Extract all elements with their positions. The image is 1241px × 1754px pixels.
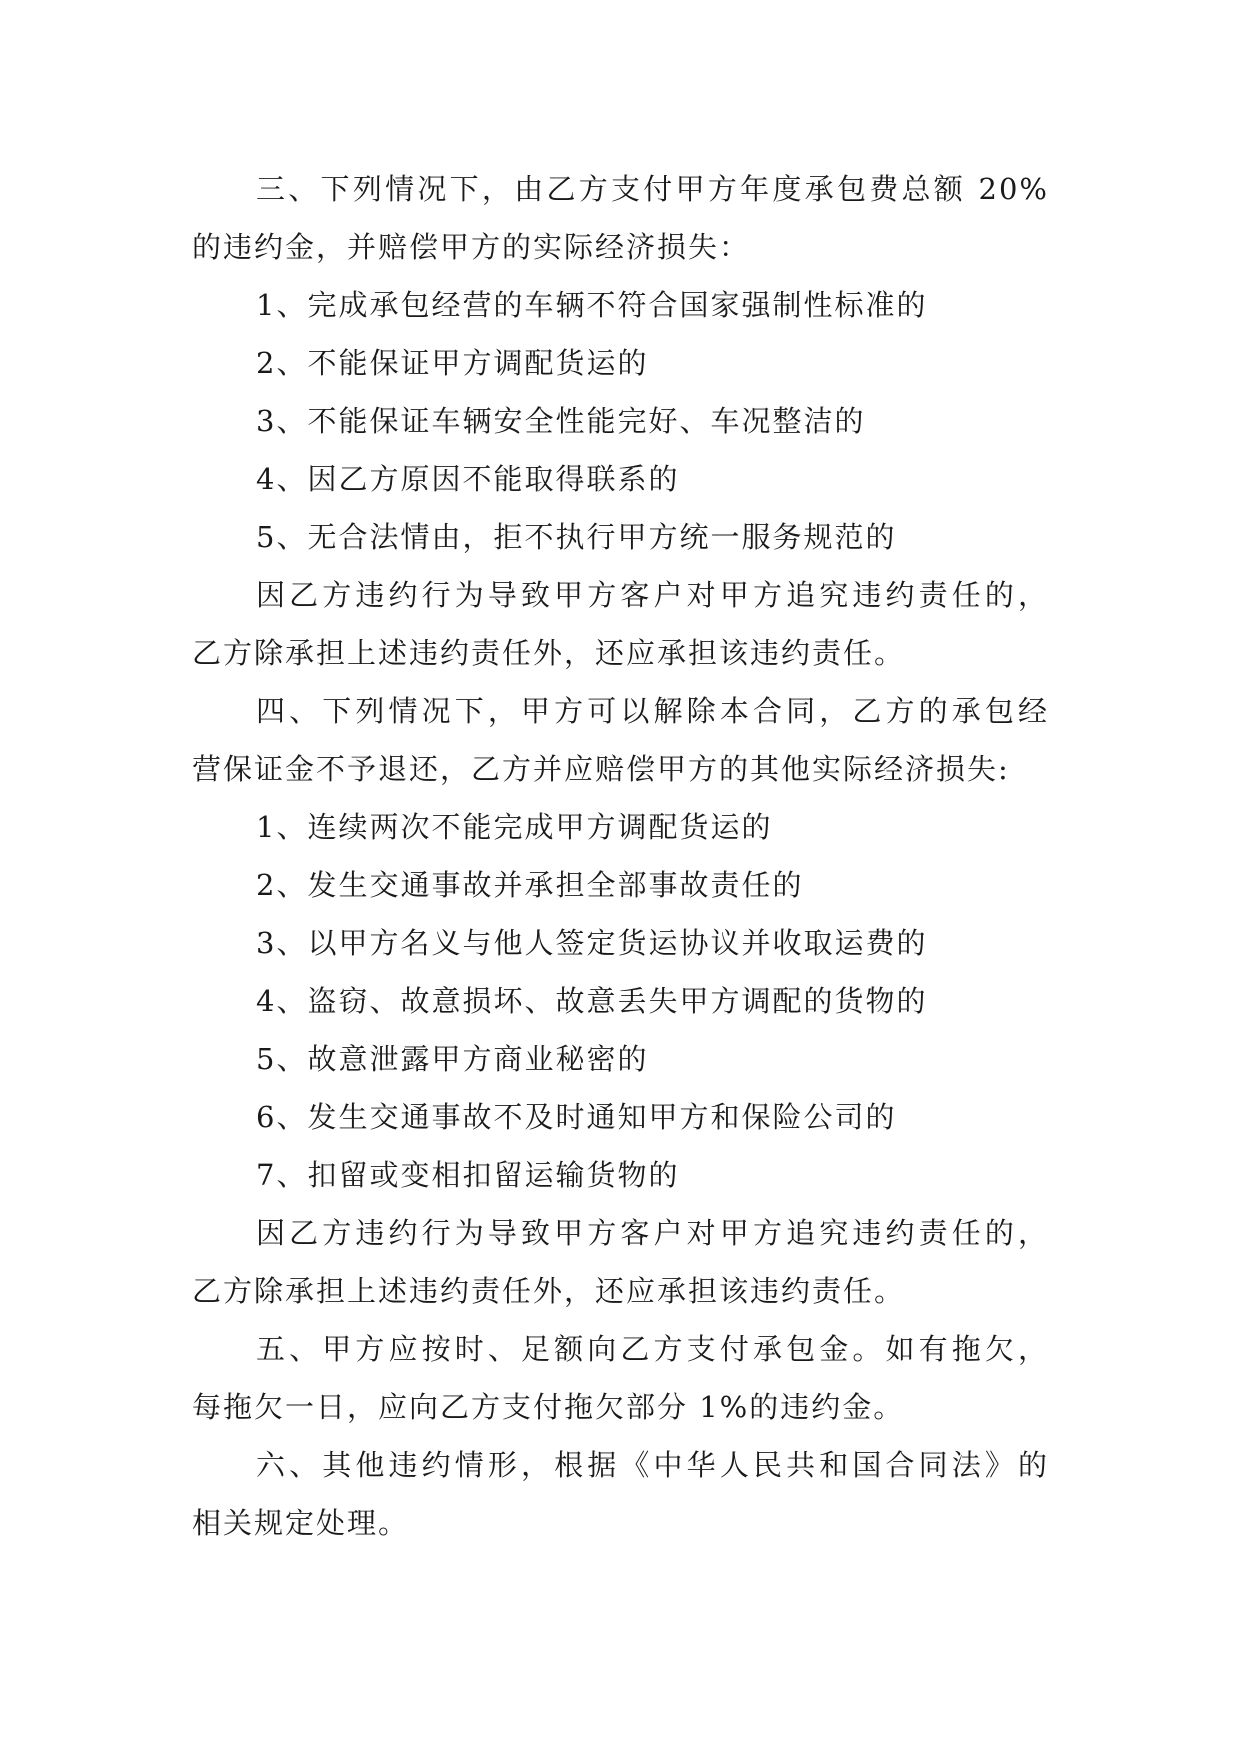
text-line: 相关规定处理。 [192, 1506, 410, 1540]
text-line: 5、故意泄露甲方商业秘密的 [256, 1042, 649, 1076]
contract-body [192, 160, 1049, 1552]
text-line: 乙方除承担上述违约责任外，还应承担该违约责任。 [192, 636, 906, 670]
text-line: 因乙方违约行为导致甲方客户对甲方追究违约责任的， [256, 1216, 1049, 1250]
text-line: 四、下列情况下，甲方可以解除本合同，乙方的承包经 [256, 694, 1049, 728]
text-line: 营保证金不予退还，乙方并应赔偿甲方的其他实际经济损失: [192, 752, 1010, 786]
text-line: 4、因乙方原因不能取得联系的 [256, 462, 680, 496]
text-line: 3、不能保证车辆安全性能完好、车况整洁的 [256, 404, 866, 438]
text-line: 1、完成承包经营的车辆不符合国家强制性标准的 [256, 288, 928, 322]
text-line: 3、以甲方名义与他人签定货运协议并收取运费的 [256, 926, 928, 960]
text-line: 7、扣留或变相扣留运输货物的 [256, 1158, 680, 1192]
text-line: 乙方除承担上述违约责任外，还应承担该违约责任。 [192, 1274, 906, 1308]
text-line: 5、无合法情由，拒不执行甲方统一服务规范的 [256, 520, 897, 554]
text-line: 每拖欠一日，应向乙方支付拖欠部分 1%的违约金。 [192, 1390, 905, 1424]
text-line: 2、发生交通事故并承担全部事故责任的 [256, 868, 804, 902]
text-line: 五、甲方应按时、足额向乙方支付承包金。如有拖欠， [256, 1332, 1049, 1366]
text-line: 六、其他违约情形，根据《中华人民共和国合同法》的 [256, 1448, 1049, 1482]
text-line: 三、下列情况下，由乙方支付甲方年度承包费总额 20% [256, 172, 1049, 206]
text-line: 4、盗窃、故意损坏、故意丢失甲方调配的货物的 [256, 984, 928, 1018]
text-line: 的违约金，并赔偿甲方的实际经济损失： [192, 230, 751, 264]
text-line: 2、不能保证甲方调配货运的 [256, 346, 649, 380]
text-line: 因乙方违约行为导致甲方客户对甲方追究违约责任的， [256, 578, 1049, 612]
text-line: 1、连续两次不能完成甲方调配货运的 [256, 810, 773, 844]
text-line: 6、发生交通事故不及时通知甲方和保险公司的 [256, 1100, 897, 1134]
